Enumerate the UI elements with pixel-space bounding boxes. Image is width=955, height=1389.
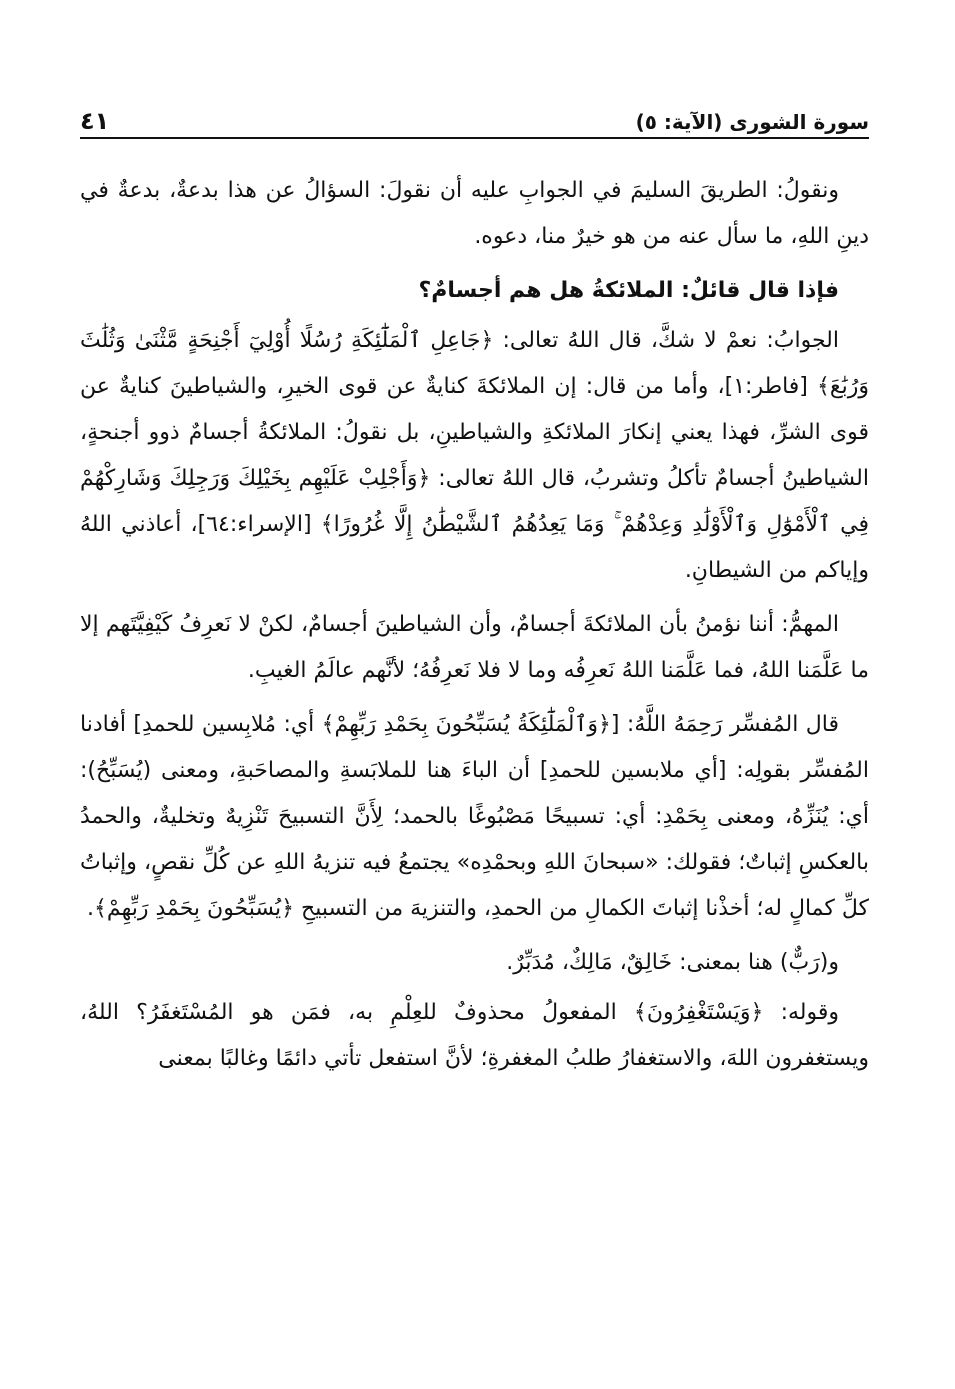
page-header [80,96,869,136]
paragraph-commentary: قال المُفسِّر رَحِمَهُ اللَّهُ: [﴿وَٱلْمَلَٰٓئِكَةُ يُسَبِّحُونَ بِحَمْدِ رَبِّهِمْ﴾ أي: مُلابِسين للحمدِ] أفادنا المُفسِّر بقولِه: [أي ملابسين للحمدِ] أن الباءَ هنا للملابَسةِ والمصاحَبةِ، ومعنى (يُسَبِّحُ): أي: يُنَزِّهُ، ومعنى بِحَمْدِ: أي: تسبيحًا مَصْبُوغًا بالحمد؛ لِأَنَّ التسبيحَ تَنْزِيهٌ وتخليةٌ، والحمدُ بالعكسِ إثباتٌ؛ فقولك: «سبحانَ اللهِ وبحمْدِه» يجتمعُ فيه تنزيهُ اللهِ عن كُلِّ نقصٍ، وإثباتُ كلِّ كمالٍ له؛ أخذْنا إثباتَ الكمالِ من الحمدِ، والتنزيهَ من التسبيحِ ﴿يُسَبِّحُونَ بِحَمْدِ رَبِّهِمْ﴾. [80,712,869,921]
paragraph-answer: الجوابُ: نعمْ لا شكَّ، قال اللهُ تعالى: ﴿جَاعِلِ ٱلْمَلَٰٓئِكَةِ رُسُلًا أُوْلِيٓ أَجْنِحَةٍ مَّثْنَىٰ وَثُلَٰثَ وَرُبَٰعَ﴾ [فاطر:١]، وأما من قال: إن الملائكةَ كنايةٌ عن قوى الخيرِ، والشياطينَ كنايةٌ عن قوى الشرِّ، فهذا يعني إنكارَ الملائكةِ والشياطينِ، بل نقولُ: الملائكةُ أجسامٌ ذوو أجنحةٍ، الشياطينُ أجسامٌ تأكلُ وتشربُ، قال اللهُ تعالى: ﴿وَأَجْلِبْ عَلَيْهِم بِخَيْلِكَ وَرَجِلِكَ وَشَارِكْهُمْ فِي ٱلْأَمْوَٰلِ وَٱلْأَوْلَٰدِ وَعِدْهُمْ ۚ وَمَا يَعِدُهُمُ ٱلشَّيْطَٰنُ إِلَّا غُرُورًا﴾ [الإسراء:٦٤]، أعاذني اللهُ وإياكم من الشيطانِ. [80,328,870,583]
paragraph-istighfar: وقوله: ﴿وَيَسْتَغْفِرُونَ﴾ المفعولُ محذوفٌ للعِلْمِ به، فمَن هو المُسْتَغفَرُ؟ اللهُ، ويستغفرون اللهَ، والاستغفارُ طلبُ المغفرةِ؛ لأنَّ استفعل تأتي دائمًا وغالبًا بمعنى [80,1000,869,1071]
page-body [80,168,869,1090]
header-divider [80,137,869,139]
paragraph-question: فإذا قال قائلٌ: الملائكةُ هل هم أجسامٌ؟ [418,278,839,303]
page-number: ٤١ [80,107,110,135]
paragraph-intro: ونقولُ: الطريقَ السليمَ في الجوابِ عليه أن نقولَ: السؤالُ عن هذا بدعةٌ، بدعةٌ في دينِ اللهِ، ما سأل عنه من هو خيرٌ منا، دعوه. [80,178,869,249]
paragraph-summary: المهمُّ: أننا نؤمنُ بأن الملائكةَ أجسامٌ، وأن الشياطينَ أجسامٌ، لكنْ لا نَعرِفُ كَيْفِيَّتَهم إلا ما عَلَّمَنا اللهُ، فما عَلَّمَنا اللهُ نَعرِفُه وما لا فلا نَعرِفُهُ؛ لأنَّهم عالَمُ الغيبِ. [80,612,869,683]
paragraph-rabb: و(رَبٌّ) هنا بمعنى: خَالِقٌ، مَالِكٌ، مُدَبِّرٌ. [506,950,839,975]
running-title: سورة الشورى (الآية: ٥) [635,110,869,134]
